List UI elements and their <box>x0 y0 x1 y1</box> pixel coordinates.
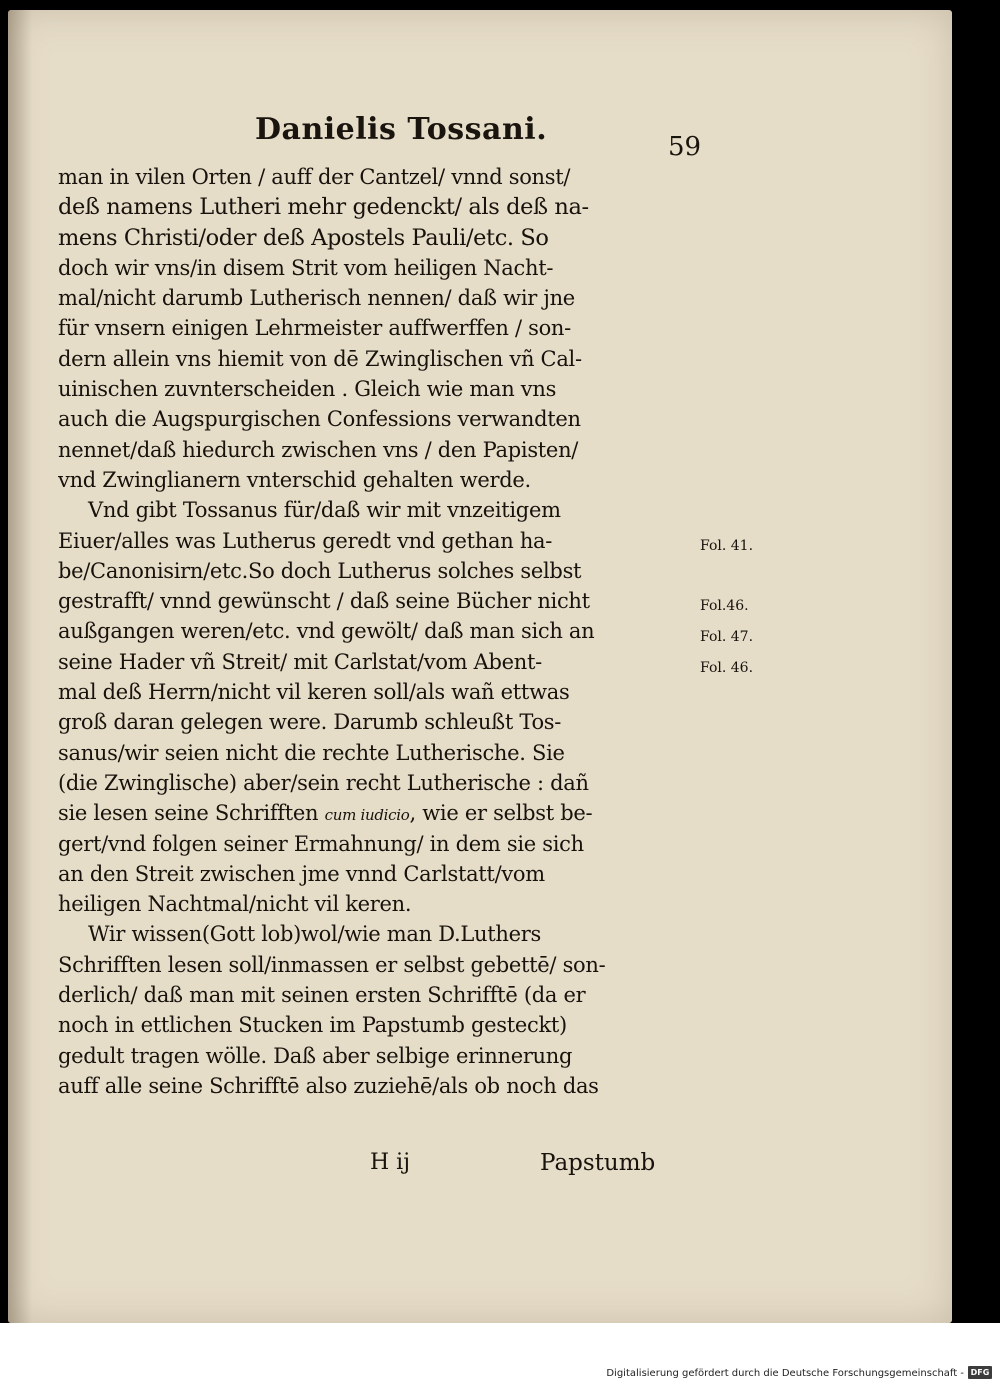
text-line: be/Canonisirn/etc.So doch Lutherus solches selbst <box>58 558 582 583</box>
text-line: außgangen weren/etc. vnd gewölt/ daß man sich an <box>58 619 595 644</box>
text-line: deß namens Lutheri mehr gedenckt/ als deß na- <box>58 194 589 221</box>
latin-phrase: cum iudicio <box>324 806 410 825</box>
marginal-note: Fol.46. <box>700 598 749 614</box>
text-line: gert/vnd folgen seiner Ermahnung/ in dem sie sich <box>58 831 584 856</box>
text-line: Wir wissen(Gott lob)wol/wie man D.Luthers <box>88 922 541 947</box>
text-line: Vnd gibt Tossanus für/daß wir mit vnzeitigem <box>88 498 561 523</box>
text-line: seine Hader vñ Streit/ mit Carlstat/vom Abent- <box>58 649 542 674</box>
text-line: nennet/daß hiedurch zwischen vns / den Papisten/ <box>58 437 579 462</box>
text-line: dern allein vns hiemit von dē Zwinglischen vñ Cal- <box>58 346 582 371</box>
text-line: noch in ettlichen Stucken im Papstumb gesteckt) <box>58 1013 567 1038</box>
text-segment: sie lesen seine Schrifften <box>58 801 319 826</box>
text-line: mens Christi/oder deß Apostels Pauli/etc. So <box>58 224 549 251</box>
funding-note: Digitalisierung gefördert durch die Deutsche Forschungsgemeinschaft - <box>606 1368 964 1379</box>
text-line: auff alle seine Schrifftē also zuziehē/als ob noch das <box>58 1073 599 1098</box>
text-line: gestrafft/ vnnd gewünscht / daß seine Bücher nicht <box>58 589 590 614</box>
text-line: Eiuer/alles was Lutherus geredt vnd gethan ha- <box>58 528 553 553</box>
text-line: derlich/ daß man mit seinen ersten Schrifftē (da er <box>58 983 586 1008</box>
catchword: Papstumb <box>540 1150 656 1176</box>
text-line: mal deß Herrn/nicht vil keren soll/als wañ ettwas <box>58 680 570 705</box>
marginal-note: Fol. 46. <box>700 660 754 676</box>
text-line: auch die Augspurgischen Confessions verwandten <box>58 407 581 432</box>
text-line: (die Zwinglische) aber/sein recht Lutherische : dañ <box>58 770 589 795</box>
marginal-note: Fol. 47. <box>700 629 754 645</box>
marginal-note: Fol. 41. <box>700 538 754 554</box>
text-line: sanus/wir seien nicht die rechte Lutherische. Sie <box>58 740 565 765</box>
text-line: uinischen zuvnterscheiden . Gleich wie man vns <box>58 377 557 402</box>
page-number: 59 <box>668 132 702 162</box>
text-line: man in vilen Orten / auff der Cantzel/ vnnd sonst/ <box>58 165 571 189</box>
text-line: für vnsern einigen Lehrmeister auffwerffen / son- <box>58 316 571 341</box>
text-line: mal/nicht darumb Lutherisch nennen/ daß wir jne <box>58 286 575 311</box>
text-line: vnd Zwinglianern vnterschid gehalten werde. <box>58 467 531 492</box>
main-text-block <box>58 162 698 1101</box>
text-line <box>58 798 698 828</box>
signature-mark: H ij <box>370 1150 411 1175</box>
text-line: doch wir vns/in disem Strit vom heiligen Nacht- <box>58 255 554 280</box>
running-head: Danielis Tossani. <box>255 112 548 147</box>
spine-shadow <box>8 10 32 1323</box>
text-line: groß daran gelegen were. Darumb schleußt Tos- <box>58 710 562 735</box>
text-line: an den Streit zwischen jme vnnd Carlstatt/vom <box>58 861 545 886</box>
text-line: gedult tragen wölle. Daß aber selbige erinnerung <box>58 1043 573 1068</box>
footer-bar <box>0 1323 1000 1383</box>
text-line: Schrifften lesen soll/inmassen er selbst gebettē/ son- <box>58 952 606 977</box>
text-line: heiligen Nachtmal/nicht vil keren. <box>58 892 412 917</box>
text-segment: , wie er selbst be- <box>409 801 593 826</box>
dfg-logo-icon: DFG <box>968 1366 992 1379</box>
